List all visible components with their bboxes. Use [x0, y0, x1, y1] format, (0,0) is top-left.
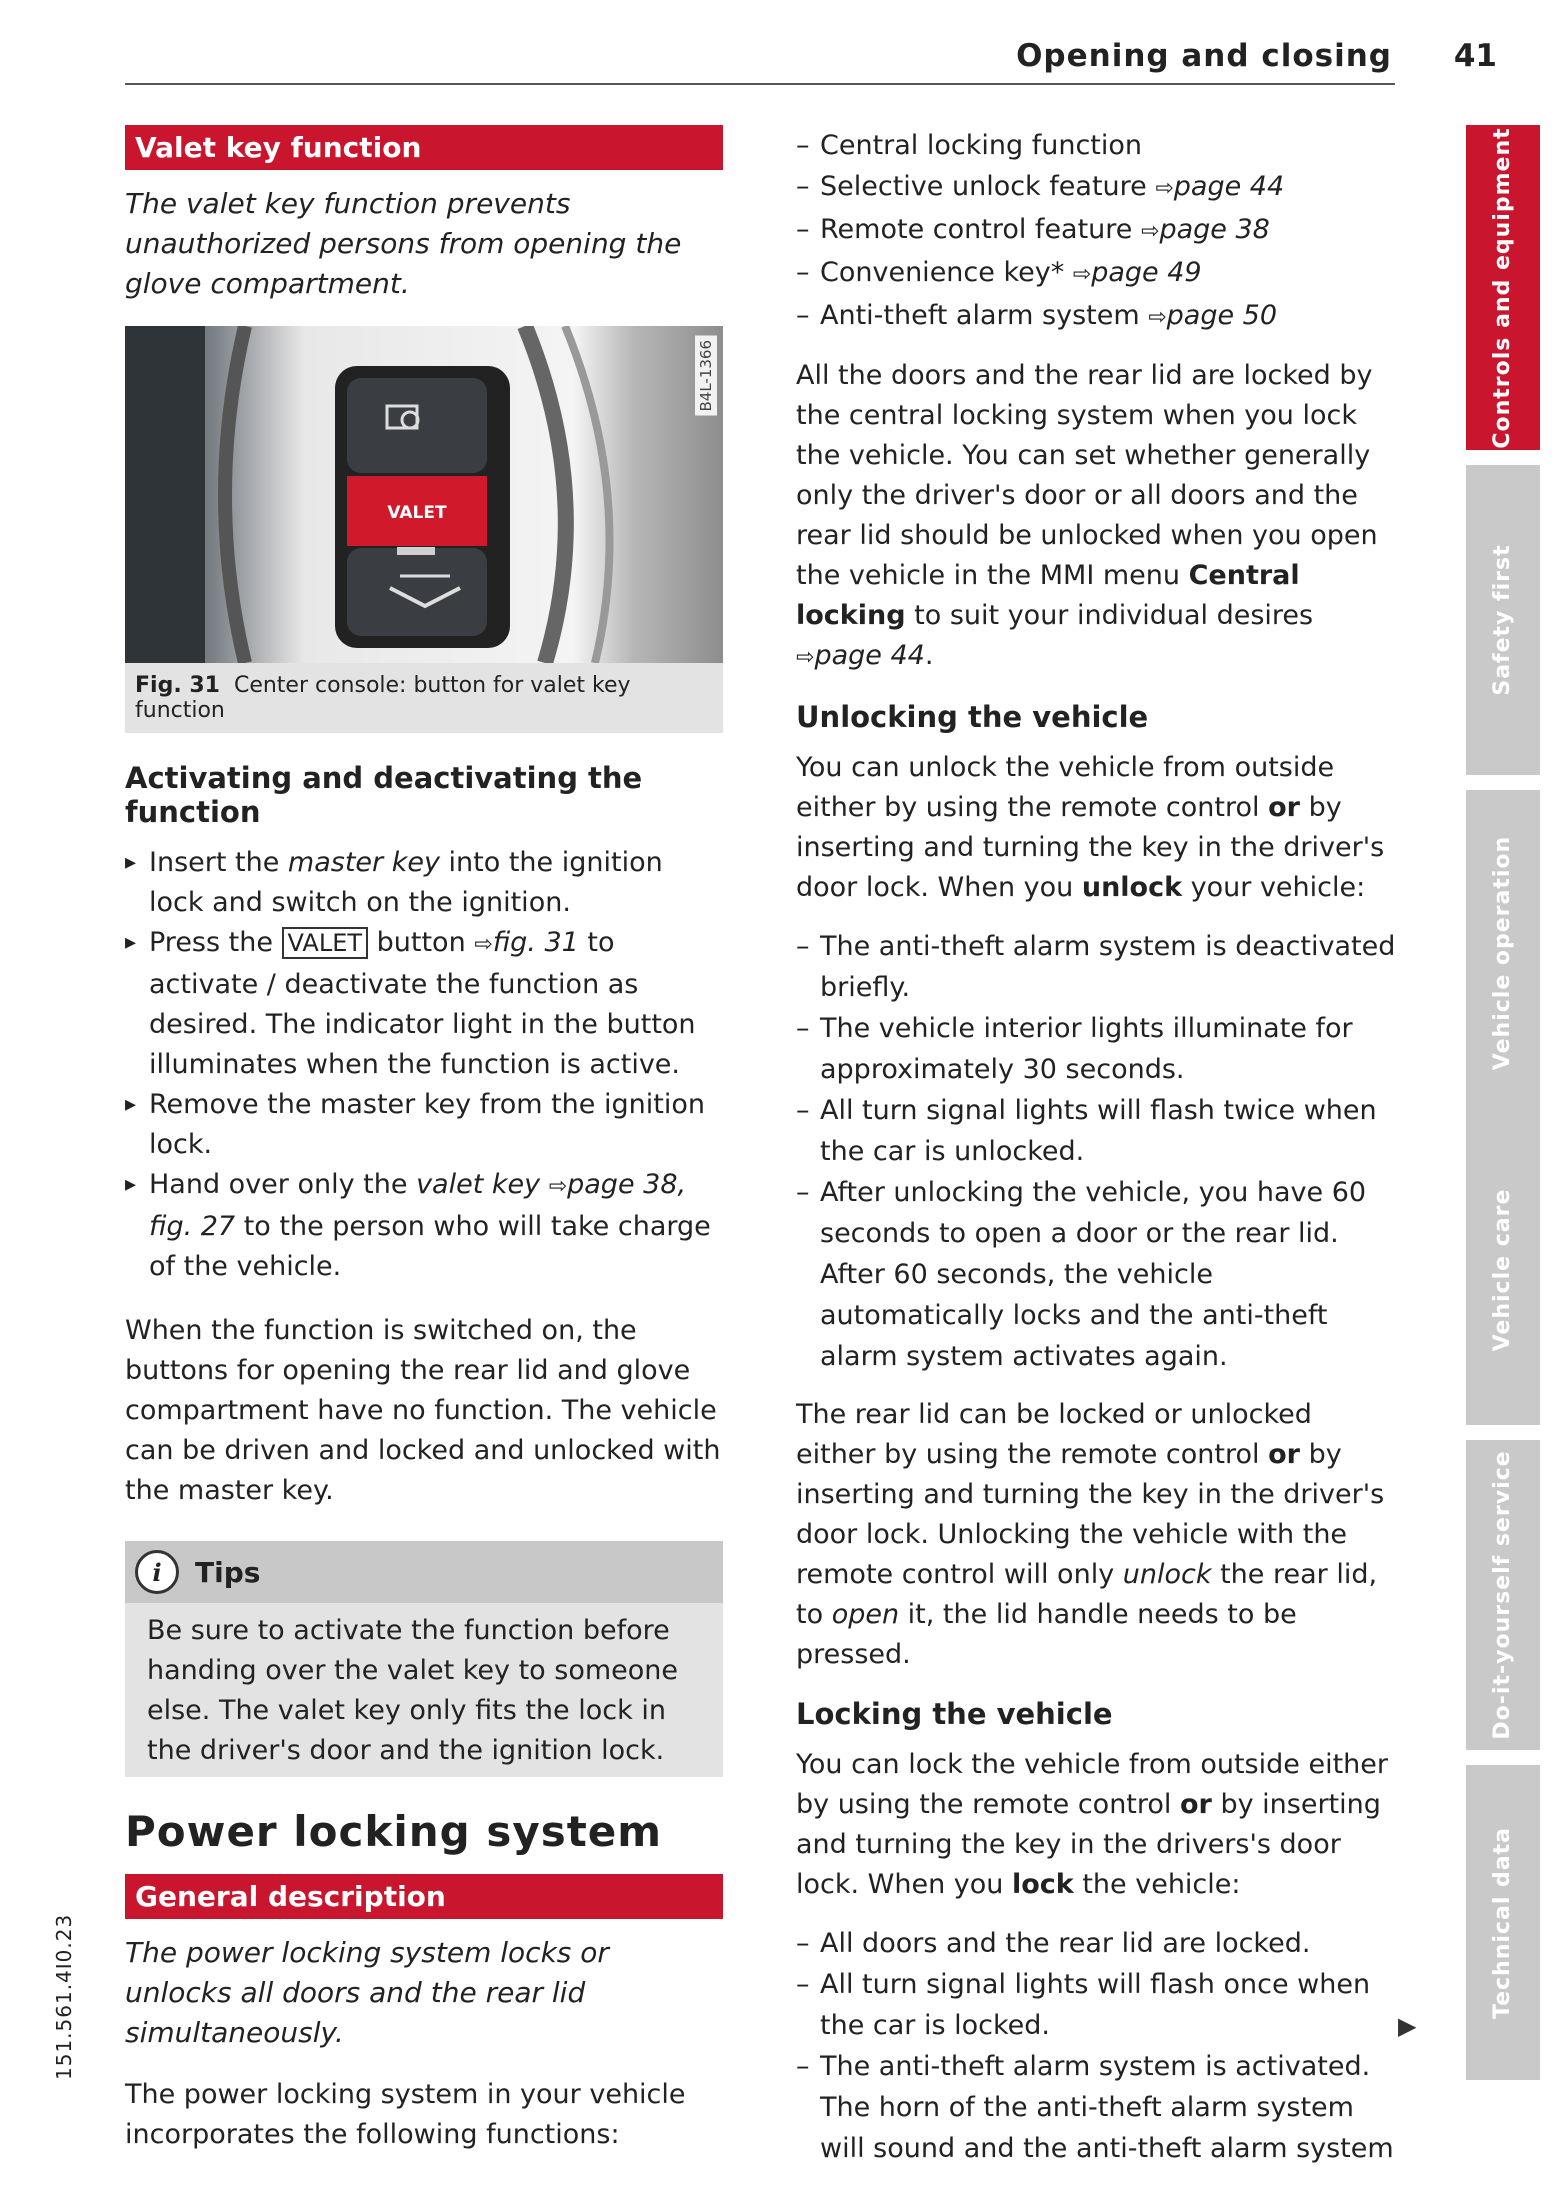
- arrow-icon: ⇨: [796, 645, 815, 670]
- step-item: ▸ Press the VALET button ⇨fig. 31 to activate / deactivate the function as desired. The indicator light in the button illuminates when the function is active.: [125, 923, 723, 1085]
- list-item: – The vehicle interior lights illuminate for approximately 30 seconds.: [796, 1008, 1396, 1090]
- list-item: – All doors and the rear lid are locked.: [796, 1923, 1396, 1964]
- valet-intro: The valet key function prevents unauthorized persons from opening the glove compartment.: [125, 187, 682, 300]
- side-tab-vehicle-operation[interactable]: Vehicle operation: [1466, 790, 1540, 1115]
- page-link[interactable]: page 38: [1159, 214, 1270, 245]
- figure-caption: Fig. 31 Center console: button for valet key function: [125, 663, 723, 733]
- list-item: – Convenience key* ⇨page 49: [796, 252, 1396, 295]
- functions-list: [796, 125, 1396, 338]
- console-illustration: [125, 326, 723, 663]
- figure-valet-button: [125, 326, 723, 663]
- side-tab-controls[interactable]: Controls and equipment: [1466, 125, 1540, 450]
- left-column: [125, 125, 723, 2155]
- document-number: 151.561.4I0.23: [52, 1913, 76, 2080]
- arrow-icon: ⇨: [1141, 219, 1160, 244]
- step-item: ▸ Remove the master key from the ignition lock.: [125, 1085, 723, 1165]
- fig-link[interactable]: fig. 31: [492, 927, 579, 958]
- valet-heading: Valet key function: [125, 125, 723, 170]
- tips-body: Be sure to activate the function before handing over the valet key to someone else. The valet key only fits the lock in the driver's door and the ignition lock.: [125, 1603, 723, 1777]
- general-text: The power locking system in your vehicle incorporates the following functions:: [125, 2079, 686, 2150]
- valet-button-ref: VALET: [282, 927, 369, 959]
- list-item: – After unlocking the vehicle, you have 60 seconds to open a door or the rear lid. After 60 seconds, the vehicle automatically locks and the anti-theft alarm system activates again.: [796, 1172, 1396, 1377]
- list-item: – Remote control feature ⇨page 38: [796, 209, 1396, 252]
- list-item: – All turn signal lights will flash once when the car is locked.: [796, 1964, 1396, 2046]
- side-tab-vehicle-care[interactable]: Vehicle care: [1466, 1115, 1540, 1425]
- right-column: [796, 125, 1396, 2169]
- side-tab-technical-data[interactable]: Technical data: [1466, 1765, 1540, 2080]
- arrow-icon: ⇨: [1148, 305, 1167, 330]
- central-locking-paragraph: All the doors and the rear lid are locked by the central locking system when you lock the vehicle. You can set whether generally only the driver's door or all doors and the rear lid should be unlocked when you open the vehicle in the MMI menu Central locking to suit your individual desires ⇨page 44.: [796, 360, 1378, 671]
- arrow-icon: ⇨: [474, 932, 493, 957]
- tips-box: [125, 1541, 723, 1777]
- page-link[interactable]: page 44: [814, 640, 925, 671]
- section-title: Opening and closing: [1016, 38, 1392, 74]
- page-link[interactable]: page 44: [1173, 171, 1285, 202]
- info-icon: i: [135, 1550, 179, 1594]
- activation-steps: [125, 843, 723, 1287]
- list-item: – Selective unlock feature ⇨page 44: [796, 166, 1396, 209]
- lock-effects-list: [796, 1923, 1396, 2169]
- locking-heading: Locking the vehicle: [796, 1697, 1113, 1731]
- side-tab-safety[interactable]: Safety first: [1466, 465, 1540, 775]
- page-number: 41: [1453, 38, 1497, 74]
- list-item: – The anti-theft alarm system is deactivated briefly.: [796, 926, 1396, 1008]
- switched-on-text: When the function is switched on, the buttons for opening the rear lid and glove compartment have no function. The vehicle can be driven and locked and unlocked with the master key.: [125, 1315, 721, 1506]
- activating-heading: Activating and deactivating the function: [125, 761, 643, 829]
- side-tab-diy-service[interactable]: Do-it-yourself service: [1466, 1440, 1540, 1750]
- step-item: ▸ Hand over only the valet key ⇨page 38, fig. 27 to the person who will take charge of the vehicle.: [125, 1165, 723, 1287]
- unlocking-heading: Unlocking the vehicle: [796, 700, 1149, 734]
- power-locking-heading: Power locking system: [125, 1807, 663, 1856]
- step-item: ▸ Insert the master key into the ignition lock and switch on the ignition.: [125, 843, 723, 923]
- general-intro: The power locking system locks or unlocks all doors and the rear lid simultaneously.: [125, 1936, 609, 2049]
- valet-button-label: VALET: [387, 503, 447, 523]
- list-item: – Anti-theft alarm system ⇨page 50: [796, 295, 1396, 338]
- arrow-icon: ⇨: [548, 1174, 568, 1199]
- arrow-icon: ⇨: [1072, 262, 1092, 287]
- unlock-effects-list: [796, 926, 1396, 1377]
- tips-title: Tips: [195, 1555, 261, 1589]
- rearlid-button: [347, 548, 487, 636]
- unlocking-paragraph: You can unlock the vehicle from outside either by using the remote control or by inserting and turning the key in the driver's door lock. When you unlock your vehicle:: [796, 752, 1385, 903]
- continue-arrow-icon: ▶: [1398, 2012, 1417, 2040]
- arrow-icon: ⇨: [1155, 176, 1174, 201]
- figure-code: B4L-1366: [695, 336, 717, 416]
- page-link[interactable]: page 50: [1166, 300, 1278, 331]
- page-link[interactable]: page 38, fig. 27: [149, 1169, 687, 1242]
- header-rule: [125, 83, 1395, 85]
- list-item: – Central locking function: [796, 125, 1396, 166]
- page-link[interactable]: page 49: [1091, 257, 1202, 288]
- list-item: – The anti-theft alarm system is activated. The horn of the anti-theft alarm system will sound and the anti-theft alarm system: [796, 2046, 1396, 2169]
- locking-paragraph: You can lock the vehicle from outside either by using the remote control or by inserting and turning the key in the drivers's door lock. When you lock the vehicle:: [796, 1749, 1388, 1900]
- rear-lid-paragraph: The rear lid can be locked or unlocked either by using the remote control or by inserting and turning the key in the driver's door lock. Unlocking the vehicle with the remote control will only unlock the rear lid, to open it, the lid handle needs to be pressed.: [796, 1399, 1385, 1670]
- general-description-heading: General description: [125, 1874, 723, 1919]
- list-item: – All turn signal lights will flash twice when the car is unlocked.: [796, 1090, 1396, 1172]
